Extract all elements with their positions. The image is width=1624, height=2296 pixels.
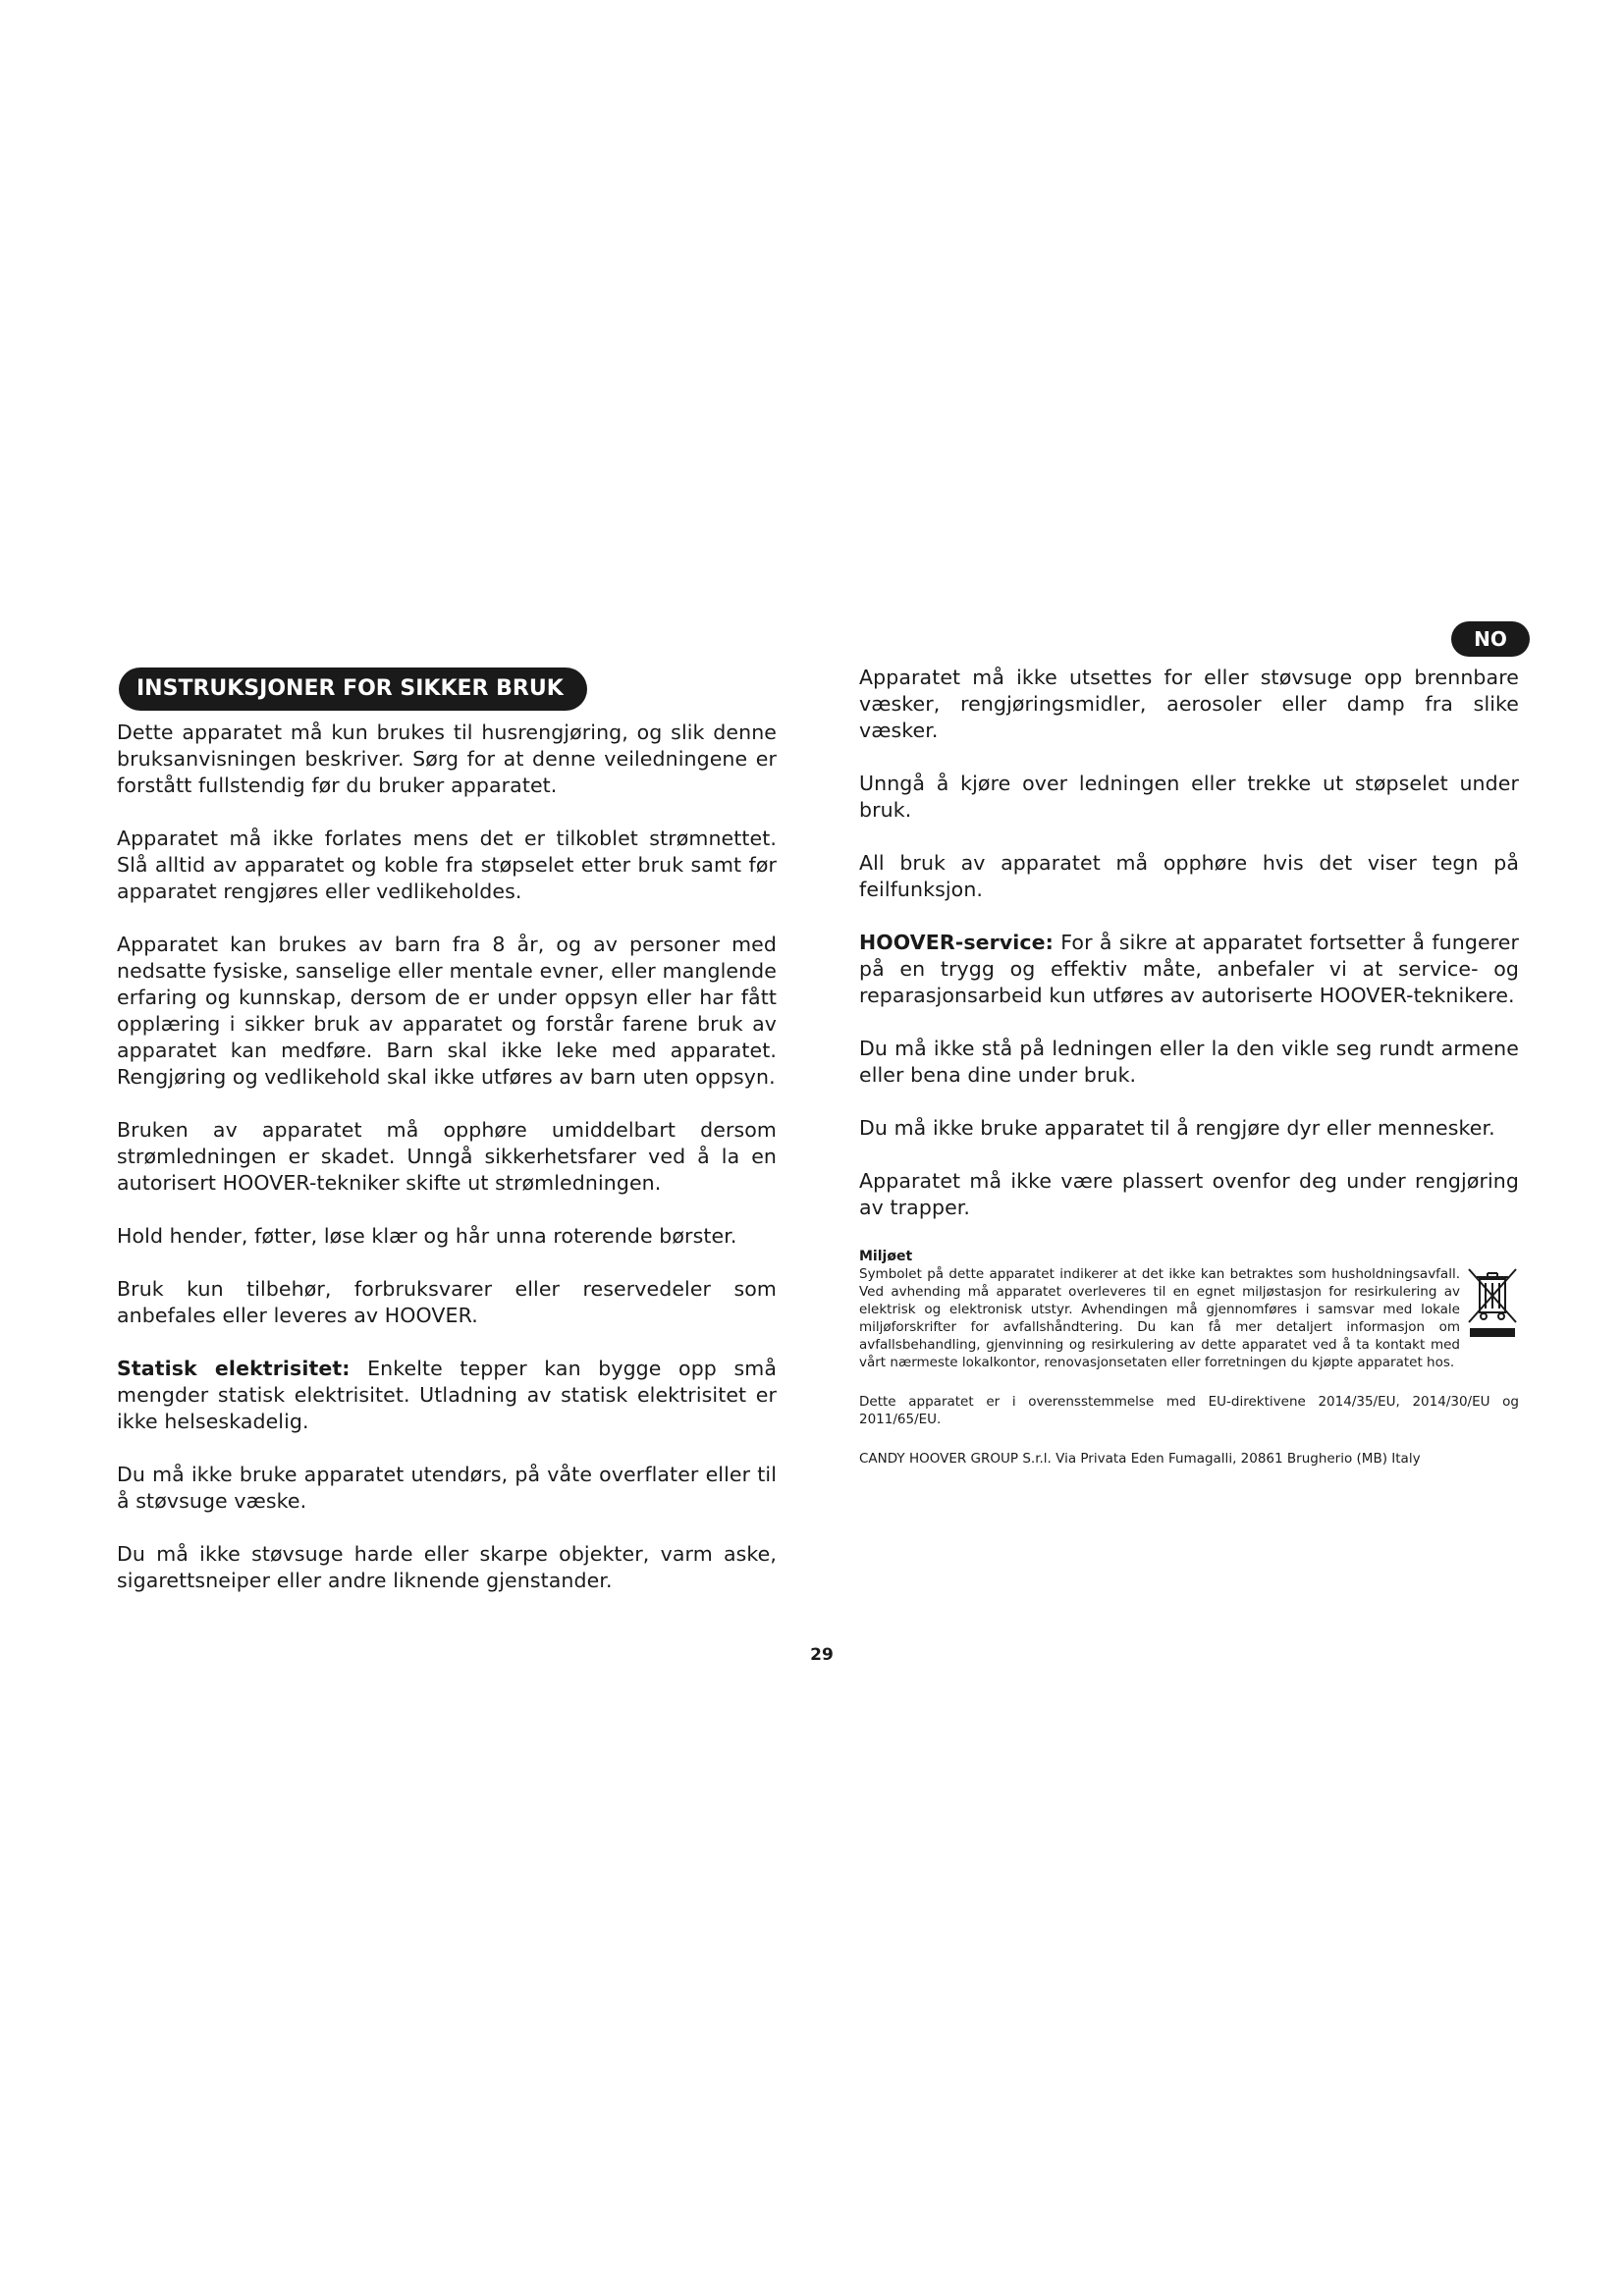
paragraph-text: Enkelte tepper kan bygge opp små mengder statisk elektrisitet. Utladning av statisk elektrisitet er ikke helseskadelig. <box>117 1357 777 1433</box>
paragraph: Bruken av apparatet må opphøre umiddelbart dersom strømledningen er skadet. Unngå sikkerhetsfarer ved å la en autorisert HOOVER-tekniker skifte ut strømledningen. <box>117 1118 777 1195</box>
paragraph: Du må ikke støvsuge harde eller skarpe objekter, varm aske, sigarettsneiper eller andre liknende gjenstander. <box>117 1542 777 1592</box>
paragraph: Apparatet kan brukes av barn fra 8 år, og av personer med nedsatte fysiske, sanselige eller mentale evner, eller manglende erfaring og kunnskap, dersom de er under oppsyn eller har fått opplæring i sikker bruk av apparatet og forstår farene bruk av apparatet kan medføre. Barn skal ikke leke med apparatet. Rengjøring og vedlikehold skal ikke utføres av barn uten oppsyn. <box>117 933 777 1089</box>
bold-lead: Statisk elektrisitet: <box>117 1357 351 1380</box>
paragraph: Du må ikke stå på ledningen eller la den vikle seg rundt armene eller bena dine under bruk. <box>859 1037 1519 1087</box>
environment-text: Symbolet på dette apparatet indikerer at det ikke kan betraktes som husholdningsavfall. Ved avhending må apparatet overleveres til en egnet miljøstasjon for resirkulering av elektrisk og elektronisk utstyr. Avhendingen må gjennomføres i samsvar med lokale miljøforskrifter for avfallshåndtering. Du kan få mer detaljert informasjon om avfallsbehandling, gjenvinning og resirkulering av dette apparatet ved å ta kontakt med vårt nærmeste lokalkontor, renovasjonsetaten eller forretningen du kjøpte apparatet hos. <box>859 1266 1460 1370</box>
paragraph: Du må ikke bruke apparatet til å rengjøre dyr eller mennesker. <box>859 1116 1495 1140</box>
paragraph: Hold hender, føtter, løse klær og hår unna roterende børster. <box>117 1224 737 1248</box>
environment-title: Miljøet <box>859 1249 913 1264</box>
company-address: CANDY HOOVER GROUP S.r.l. Via Privata Eden Fumagalli, 20861 Brugherio (MB) Italy <box>859 1451 1421 1467</box>
paragraph-text: For å sikre at apparatet fortsetter å fungerer på en trygg og effektiv måte, anbefaler vi at service- og reparasjonsarbeid kun utføres av autoriserte HOOVER-teknikere. <box>859 931 1519 1007</box>
left-column <box>117 720 777 1621</box>
paragraph: Apparatet må ikke utsettes for eller støvsuge opp brennbare væsker, rengjøringsmidler, aerosoler eller damp fra slike væsker. <box>859 666 1519 742</box>
weee-crossed-bin-icon <box>1466 1265 1519 1340</box>
paragraph: Unngå å kjøre over ledningen eller trekke ut støpselet under bruk. <box>859 772 1519 822</box>
section-heading: INSTRUKSJONER FOR SIKKER BRUK <box>119 667 587 711</box>
environment-row <box>859 1265 1519 1371</box>
paragraph: Du må ikke bruke apparatet utendørs, på våte overflater eller til å støvsuge væske. <box>117 1463 777 1513</box>
paragraph: All bruk av apparatet må opphøre hvis det viser tegn på feilfunksjon. <box>859 851 1519 901</box>
paragraph <box>859 930 1519 1009</box>
compliance-text: Dette apparatet er i overensstemmelse med EU-direktivene 2014/35/EU, 2014/30/EU og 2011/65/EU. <box>859 1394 1519 1427</box>
bold-lead: HOOVER-service: <box>859 931 1054 954</box>
environment-section <box>859 1248 1519 1468</box>
page-number: 29 <box>810 1645 834 1665</box>
paragraph: Dette apparatet må kun brukes til husrengjøring, og slik denne bruksanvisningen beskriver. Sørg for at denne veiledningene er forstått fullstendig før du bruker apparatet. <box>117 721 777 797</box>
paragraph: Apparatet må ikke være plassert ovenfor deg under rengjøring av trapper. <box>859 1169 1519 1219</box>
right-column <box>859 665 1519 1468</box>
paragraph: Bruk kun tilbehør, forbruksvarer eller reservedeler som anbefales eller leveres av HOOVER. <box>117 1277 777 1327</box>
paragraph <box>117 1356 777 1435</box>
language-badge: NO <box>1451 621 1530 657</box>
paragraph: Apparatet må ikke forlates mens det er tilkoblet strømnettet. Slå alltid av apparatet og koble fra støpselet etter bruk samt før apparatet rengjøres eller vedlikeholdes. <box>117 827 777 903</box>
